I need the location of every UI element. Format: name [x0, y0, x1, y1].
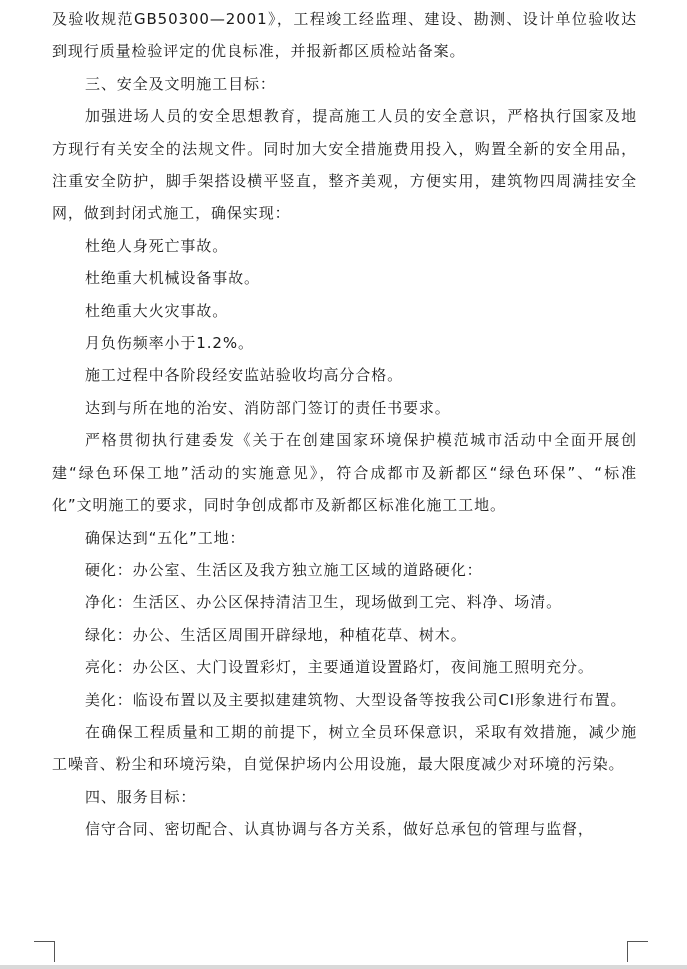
- paragraph-environment: 在确保工程质量和工期的前提下，树立全员环保意识，采取有效措施，减少施工噪音、粉尘和环境污染，自觉保护场内公用设施，最大限度减少对环境的污染。: [52, 722, 637, 774]
- goal-item-injury-rate: 月负伤频率小于1.2%。: [85, 334, 254, 353]
- paragraph-safety-education: 加强进场人员的安全思想教育，提高施工人员的安全意识，严格执行国家及地方现行有关安全的法规文件。同时加大安全措施费用投入，购置全新的安全用品，注重安全防护，脚手架搭设横平竖直，整齐美观，方便实用，建筑物四周满挂安全网，做到封闭式施工，确保实现：: [52, 107, 637, 223]
- section-heading-service: 四、服务目标：: [85, 787, 197, 806]
- paragraph-five-goals: 确保达到“五化”工地：: [85, 528, 246, 547]
- document-body: [52, 3, 637, 846]
- goal-item-inspection: 施工过程中各阶段经安监站验收均高分合格。: [85, 366, 404, 385]
- list-item-greening: 绿化：办公、生活区周围开辟绿地，种植花草、树木。: [85, 625, 467, 644]
- list-item-beautifying: 美化：临设布置以及主要拟建建筑物、大型设备等按我公司CI形象进行布置。: [85, 690, 627, 709]
- list-item-lighting: 亮化：办公区、大门设置彩灯，主要通道设置路灯，夜间施工照明充分。: [85, 658, 594, 677]
- goal-item-responsibility: 达到与所在地的治安、消防部门签订的责任书要求。: [85, 398, 451, 417]
- paragraph-green-site: 严格贯彻执行建委发《关于在创建国家环境保护模范城市活动中全面开展创建“绿色环保工地”活动的实施意见》，符合成都市及新都区“绿色环保”、“标准化”文明施工的要求，同时争创成都市及新都区标准化施工工地。: [52, 431, 637, 515]
- paragraph-service: 信守合同、密切配合、认真协调与各方关系，做好总承包的管理与监督，: [85, 820, 594, 839]
- page-bottom-edge: [0, 965, 687, 969]
- goal-item-no-fatality: 杜绝人身死亡事故。: [85, 236, 229, 255]
- page-corner-mark-left: [34, 941, 55, 962]
- goal-item-no-fire: 杜绝重大火灾事故。: [85, 301, 229, 320]
- paragraph-continuation: 及验收规范GB50300—2001》，工程竣工经监理、建设、勘测、设计单位验收达到现行质量检验评定的优良标准，并报新都区质检站备案。: [52, 10, 637, 61]
- list-item-hardening: 硬化：办公室、生活区及我方独立施工区域的道路硬化：: [85, 560, 483, 579]
- section-heading-safety: 三、安全及文明施工目标：: [85, 74, 276, 93]
- goal-item-no-machinery-accident: 杜绝重大机械设备事故。: [85, 269, 260, 288]
- page-corner-mark-right: [627, 941, 648, 962]
- list-item-cleaning: 净化：生活区、办公区保持清洁卫生，现场做到工完、料净、场清。: [85, 593, 563, 612]
